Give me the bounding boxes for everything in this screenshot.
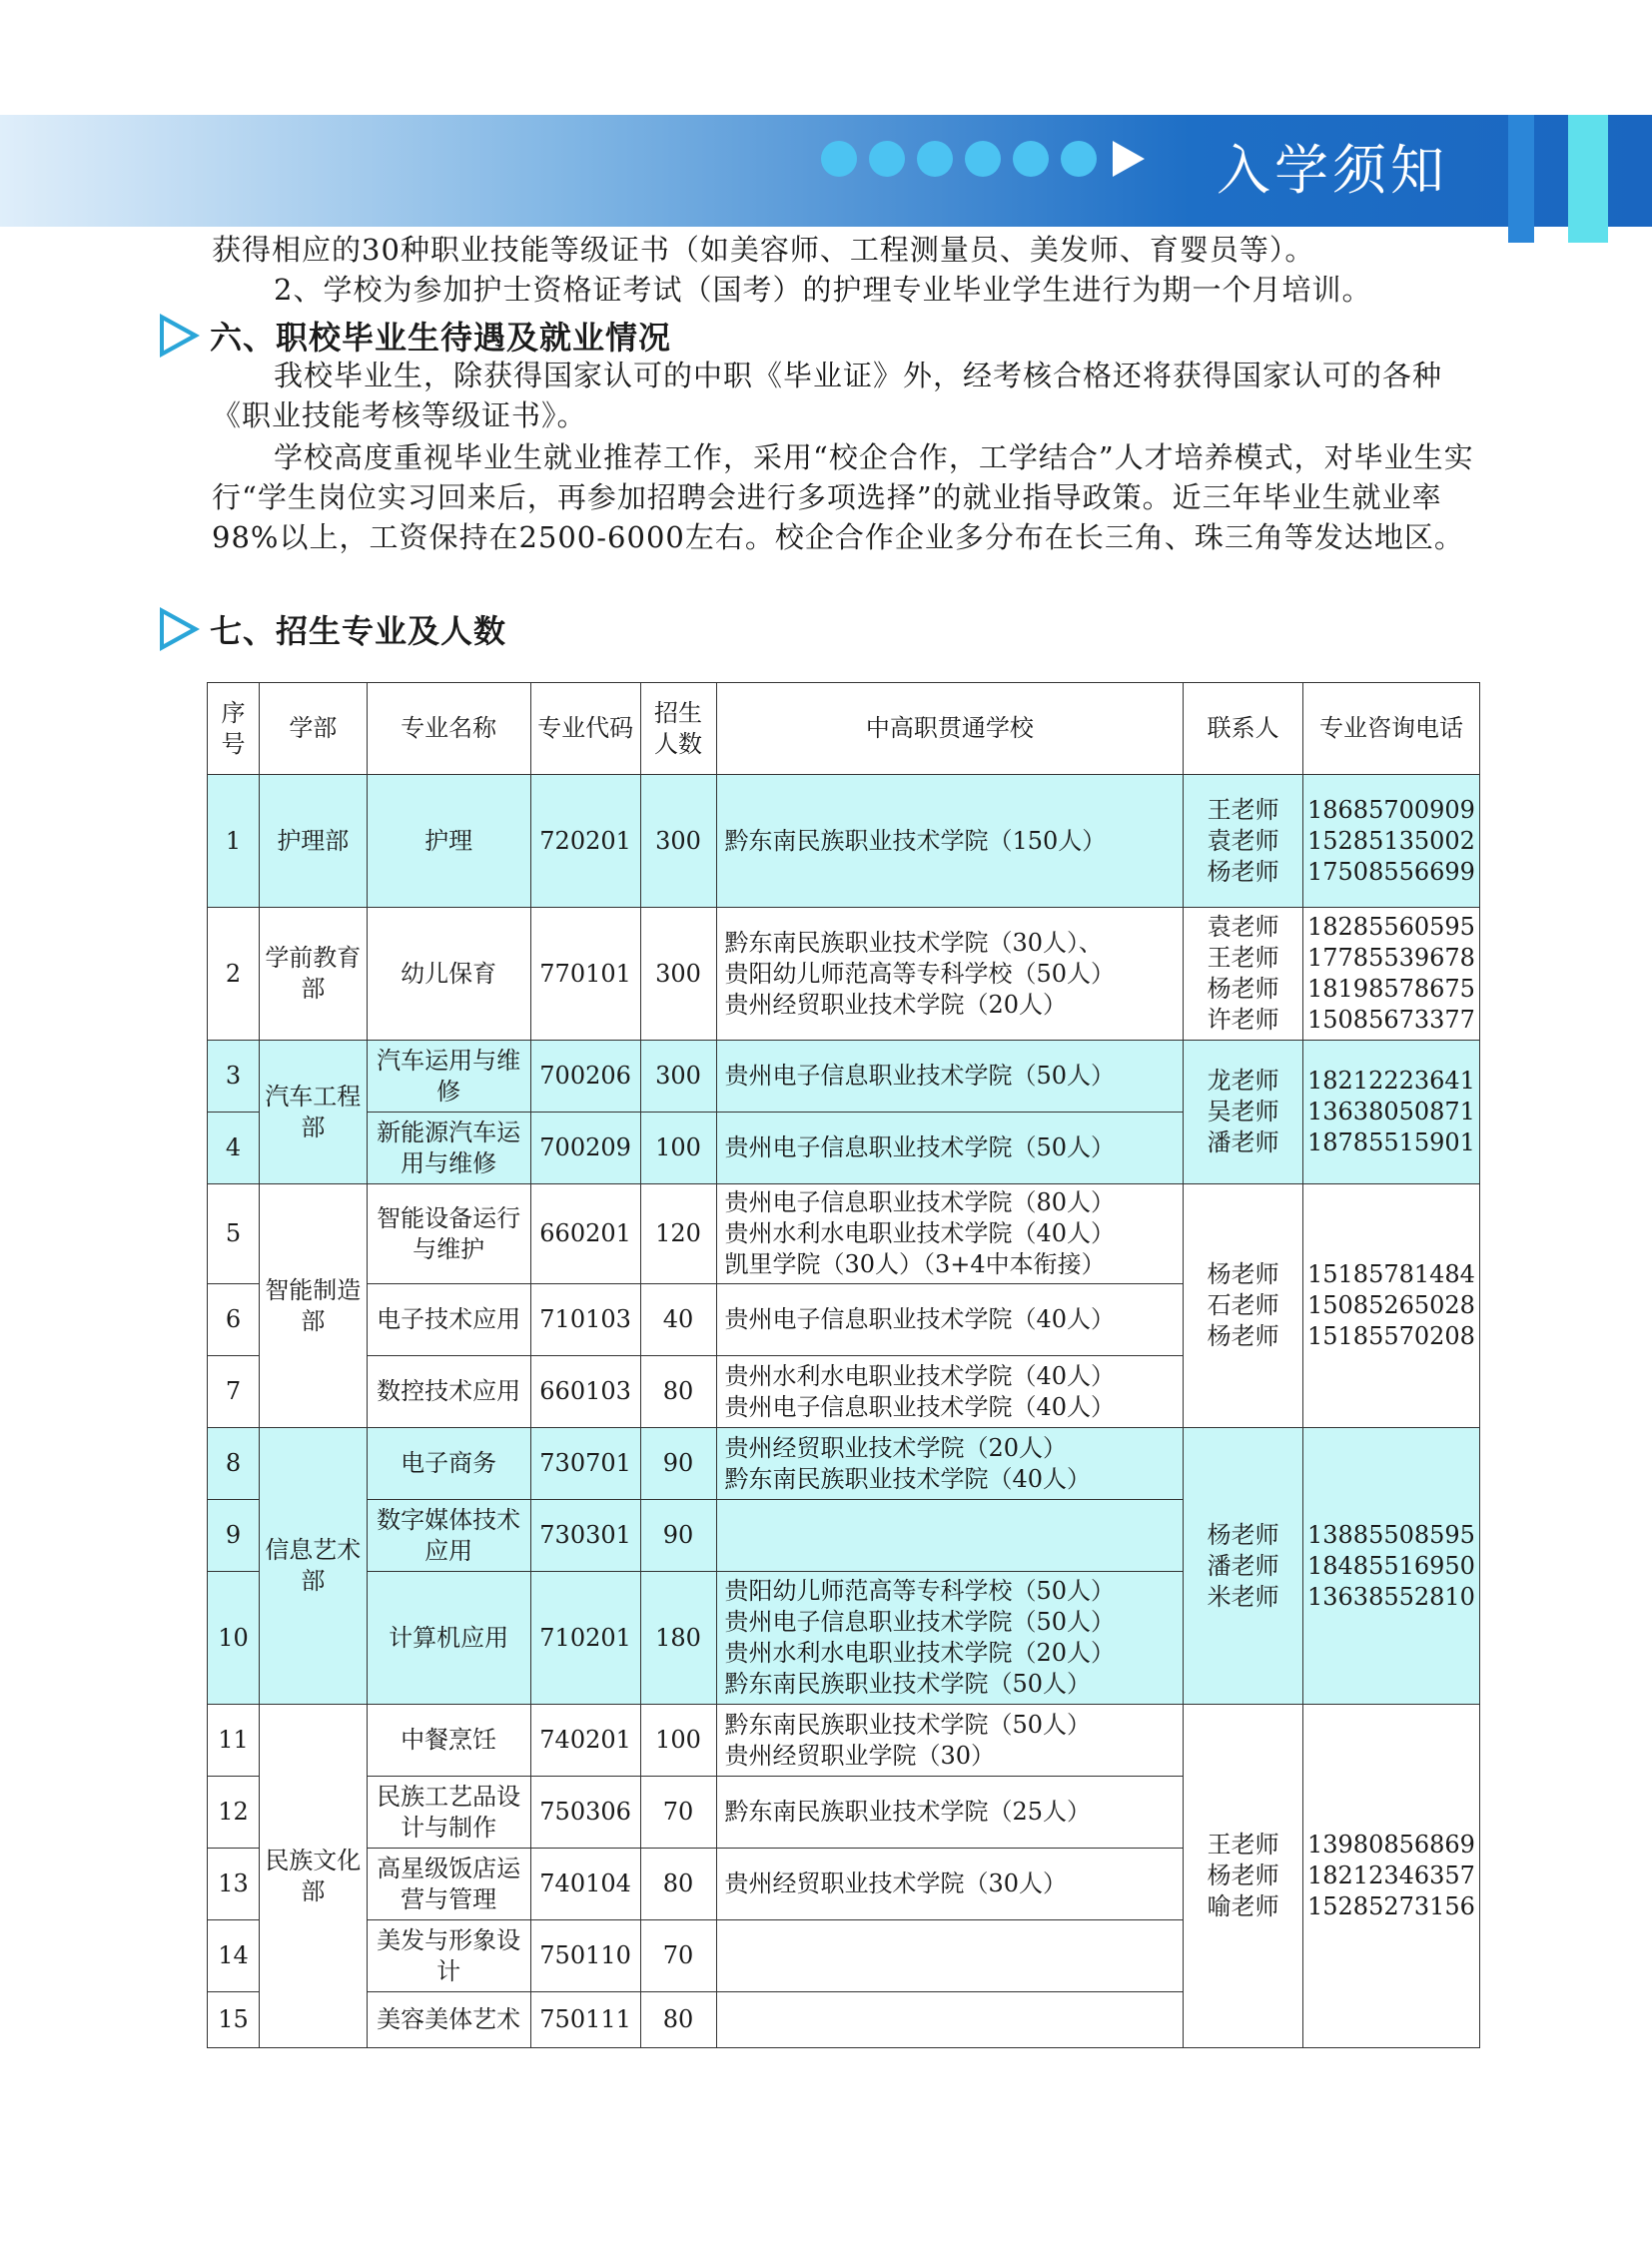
cell-major: 美容美体艺术	[367, 1992, 530, 2048]
enrollment-table	[207, 682, 1480, 2048]
phone-line: 18212223641	[1306, 1067, 1475, 1095]
dot-icon	[821, 141, 857, 177]
phone-line: 18685700909	[1306, 795, 1475, 824]
cell-dept: 信息艺术部	[259, 1428, 367, 1705]
cell-count: 100	[640, 1113, 716, 1184]
cell-count: 80	[640, 1356, 716, 1428]
school-line: 黔东南民族职业技术学院（40人）	[724, 1464, 1092, 1493]
phone-line: 17785539678	[1306, 944, 1475, 972]
cell-phones	[1302, 1428, 1479, 1705]
dot-icon	[869, 141, 905, 177]
school-line: 贵州电子信息职业技术学院（50人）	[724, 1062, 1116, 1090]
contact-line: 龙老师	[1207, 1067, 1279, 1095]
contact-line: 杨老师	[1207, 1322, 1279, 1350]
cell-code: 710201	[530, 1572, 640, 1705]
table-row	[208, 908, 1480, 1041]
school-line: 贵州水利水电职业技术学院（40人）	[724, 1361, 1116, 1390]
cell-major: 民族工艺品设计与制作	[367, 1777, 530, 1849]
header-count: 招生人数	[640, 683, 716, 775]
cell-schools	[716, 775, 1184, 908]
cell-no: 10	[208, 1572, 260, 1705]
cell-count: 70	[640, 1920, 716, 1992]
play-arrow-icon	[1113, 141, 1145, 177]
cell-contacts	[1184, 1428, 1303, 1705]
cell-schools	[716, 1920, 1184, 1992]
cell-no: 5	[208, 1184, 260, 1284]
cell-major: 美发与形象设计	[367, 1920, 530, 1992]
table-row	[208, 1041, 1480, 1113]
paragraph-certificates: 获得相应的30种职业技能等级证书（如美容师、工程测量员、美发师、育婴员等）。	[212, 233, 1315, 267]
dot-icon	[1061, 141, 1097, 177]
cell-dept: 汽车工程部	[259, 1041, 367, 1184]
cell-no: 7	[208, 1356, 260, 1428]
phone-line: 15185570208	[1306, 1322, 1475, 1350]
triangle-marker-icon	[160, 607, 206, 651]
school-line: 贵州经贸职业技术学院（20人）	[724, 990, 1068, 1019]
cell-no: 4	[208, 1113, 260, 1184]
section-heading-text: 七、招生专业及人数	[210, 612, 507, 650]
phone-line: 15285135002	[1306, 826, 1475, 855]
cell-schools	[716, 1284, 1184, 1356]
cell-phones	[1302, 908, 1479, 1041]
phone-line: 15085265028	[1306, 1291, 1475, 1319]
contact-line: 潘老师	[1207, 1128, 1279, 1156]
cell-major: 数控技术应用	[367, 1356, 530, 1428]
section-heading-text: 六、职校毕业生待遇及就业情况	[210, 319, 672, 357]
school-line: 黔东南民族职业技术学院（30人）、	[724, 928, 1104, 957]
school-line: 贵州电子信息职业技术学院（40人）	[724, 1392, 1116, 1421]
triangle-marker-icon	[160, 314, 206, 358]
table-row	[208, 775, 1480, 908]
table-row	[208, 1428, 1480, 1500]
phone-line: 18285560595	[1306, 913, 1475, 941]
phone-line: 15285273156	[1306, 1892, 1475, 1920]
contact-line: 米老师	[1207, 1582, 1279, 1611]
cell-major: 中餐烹饪	[367, 1705, 530, 1777]
cell-schools	[716, 1777, 1184, 1849]
table-row	[208, 1184, 1480, 1284]
header-contact: 联系人	[1184, 683, 1303, 775]
cell-code: 720201	[530, 775, 640, 908]
cell-code: 750110	[530, 1920, 640, 1992]
contact-line: 石老师	[1207, 1291, 1279, 1319]
cell-schools	[716, 908, 1184, 1041]
contact-line: 杨老师	[1207, 1260, 1279, 1288]
cell-count: 70	[640, 1777, 716, 1849]
cell-code: 740201	[530, 1705, 640, 1777]
school-line: 凯里学院（30人）（3+4中本衔接）	[724, 1250, 1106, 1278]
school-line: 贵州水利水电职业技术学院（20人）	[724, 1639, 1116, 1667]
cell-phones	[1302, 1705, 1479, 2048]
dot-icon	[1013, 141, 1049, 177]
phone-line: 18198578675	[1306, 975, 1475, 1003]
header-major: 专业名称	[367, 683, 530, 775]
cell-no: 11	[208, 1705, 260, 1777]
accent-bar-light	[1568, 115, 1608, 243]
school-line: 贵州经贸职业技术学院（30人）	[724, 1869, 1068, 1897]
cell-phones	[1302, 1184, 1479, 1428]
cell-code: 750306	[530, 1777, 640, 1849]
cell-code: 660201	[530, 1184, 640, 1284]
school-line: 黔东南民族职业技术学院（25人）	[724, 1798, 1092, 1826]
contact-line: 杨老师	[1207, 1862, 1279, 1889]
contact-line: 许老师	[1207, 1006, 1279, 1034]
cell-major: 电子商务	[367, 1428, 530, 1500]
cell-count: 40	[640, 1284, 716, 1356]
cell-contacts	[1184, 1041, 1303, 1184]
cell-schools	[716, 1705, 1184, 1777]
cell-dept: 护理部	[259, 775, 367, 908]
school-line: 贵州电子信息职业技术学院（50人）	[724, 1608, 1116, 1636]
contact-line: 王老师	[1207, 944, 1279, 972]
phone-line: 13638050871	[1306, 1098, 1475, 1125]
school-line: 黔东南民族职业技术学院（150人）	[724, 826, 1107, 855]
cell-schools	[716, 1428, 1184, 1500]
table-header-row	[208, 683, 1480, 775]
school-line: 贵州电子信息职业技术学院（50人）	[724, 1133, 1116, 1161]
phone-line: 13638552810	[1306, 1582, 1475, 1611]
cell-code: 750111	[530, 1992, 640, 2048]
school-line: 贵州经贸职业学院（30）	[724, 1741, 996, 1770]
cell-major: 电子技术应用	[367, 1284, 530, 1356]
phone-line: 13885508595	[1306, 1520, 1475, 1549]
phone-line: 18212346357	[1306, 1862, 1475, 1889]
phone-line: 15085673377	[1306, 1006, 1475, 1034]
contact-line: 杨老师	[1207, 975, 1279, 1003]
cell-phones	[1302, 775, 1479, 908]
cell-no: 8	[208, 1428, 260, 1500]
paragraph-graduates: 我校毕业生，除获得国家认可的中职《毕业证》外，经考核合格还将获得国家认可的各种《职业技能考核等级证书》。	[212, 359, 1443, 432]
cell-code: 710103	[530, 1284, 640, 1356]
cell-dept: 民族文化部	[259, 1705, 367, 2048]
cell-schools	[716, 1184, 1184, 1284]
school-line: 贵州电子信息职业技术学院（40人）	[724, 1305, 1116, 1333]
cell-contacts	[1184, 1705, 1303, 2048]
cell-schools	[716, 1849, 1184, 1920]
cell-no: 14	[208, 1920, 260, 1992]
phone-line: 13980856869	[1306, 1831, 1475, 1859]
cell-code: 660103	[530, 1356, 640, 1428]
cell-major: 幼儿保育	[367, 908, 530, 1041]
page-title: 入学须知	[1217, 139, 1448, 202]
school-line: 贵阳幼儿师范高等专科学校（50人）	[724, 959, 1116, 988]
cell-count: 80	[640, 1849, 716, 1920]
cell-schools	[716, 1041, 1184, 1113]
cell-major: 护理	[367, 775, 530, 908]
cell-major: 数字媒体技术应用	[367, 1500, 530, 1572]
cell-dept: 学前教育部	[259, 908, 367, 1041]
cell-code: 730301	[530, 1500, 640, 1572]
cell-count: 300	[640, 775, 716, 908]
contact-line: 袁老师	[1207, 913, 1279, 941]
school-line: 黔东南民族职业技术学院（50人）	[724, 1710, 1092, 1739]
cell-count: 80	[640, 1992, 716, 2048]
cell-count: 90	[640, 1500, 716, 1572]
cell-schools	[716, 1572, 1184, 1705]
school-line: 贵州水利水电职业技术学院（40人）	[724, 1219, 1116, 1247]
contact-line: 袁老师	[1207, 826, 1279, 855]
cell-no: 15	[208, 1992, 260, 2048]
cell-count: 300	[640, 908, 716, 1041]
school-line: 贵阳幼儿师范高等专科学校（50人）	[724, 1577, 1116, 1605]
cell-no: 9	[208, 1500, 260, 1572]
cell-no: 6	[208, 1284, 260, 1356]
cell-schools	[716, 1113, 1184, 1184]
cell-no: 12	[208, 1777, 260, 1849]
cell-dept: 智能制造部	[259, 1184, 367, 1428]
cell-count: 300	[640, 1041, 716, 1113]
cell-code: 730701	[530, 1428, 640, 1500]
header-dots	[821, 139, 1145, 179]
contact-line: 潘老师	[1207, 1551, 1279, 1580]
contact-line: 喻老师	[1207, 1892, 1279, 1920]
school-line: 黔东南民族职业技术学院（50人）	[724, 1670, 1092, 1698]
cell-schools	[716, 1500, 1184, 1572]
school-line: 贵州经贸职业技术学院（20人）	[724, 1433, 1068, 1462]
cell-count: 120	[640, 1184, 716, 1284]
cell-major: 汽车运用与维修	[367, 1041, 530, 1113]
cell-code: 700206	[530, 1041, 640, 1113]
school-line: 贵州电子信息职业技术学院（80人）	[724, 1188, 1116, 1216]
dot-icon	[965, 141, 1001, 177]
paragraph-employment: 学校高度重视毕业生就业推荐工作，采用“校企合作，工学结合”人才培养模式，对毕业生实行“学生岗位实习回来后，再参加招聘会进行多项选择”的就业指导政策。近三年毕业生就业率98%以上，工资保持在2500-6000左右。校企合作企业多分布在长三角、珠三角等发达地区。	[212, 440, 1474, 554]
phone-line: 15185781484	[1306, 1260, 1475, 1288]
phone-line: 17508556699	[1306, 857, 1475, 886]
dot-icon	[917, 141, 953, 177]
paragraph-training: 2、学校为参加护士资格证考试（国考）的护理专业毕业学生进行为期一个月培训。	[274, 273, 1372, 307]
phone-line: 18785515901	[1306, 1128, 1475, 1156]
section-heading-6	[160, 314, 671, 358]
contact-line: 王老师	[1207, 795, 1279, 824]
header-schools: 中高职贯通学校	[716, 683, 1184, 775]
cell-schools	[716, 1992, 1184, 2048]
cell-schools	[716, 1356, 1184, 1428]
contact-line: 王老师	[1207, 1831, 1279, 1859]
cell-code: 770101	[530, 908, 640, 1041]
contact-line: 杨老师	[1207, 857, 1279, 886]
cell-no: 13	[208, 1849, 260, 1920]
accent-bar-dark	[1508, 115, 1534, 243]
cell-code: 700209	[530, 1113, 640, 1184]
cell-contacts	[1184, 1184, 1303, 1428]
cell-phones	[1302, 1041, 1479, 1184]
header-dept: 学部	[259, 683, 367, 775]
cell-code: 740104	[530, 1849, 640, 1920]
cell-contacts	[1184, 908, 1303, 1041]
cell-major: 高星级饭店运营与管理	[367, 1849, 530, 1920]
contact-line: 杨老师	[1207, 1520, 1279, 1549]
cell-no: 3	[208, 1041, 260, 1113]
table-row	[208, 1705, 1480, 1777]
phone-line: 18485516950	[1306, 1551, 1475, 1580]
header-code: 专业代码	[530, 683, 640, 775]
cell-count: 90	[640, 1428, 716, 1500]
cell-major: 智能设备运行与维护	[367, 1184, 530, 1284]
cell-count: 180	[640, 1572, 716, 1705]
header-no: 序号	[208, 683, 260, 775]
cell-no: 2	[208, 908, 260, 1041]
cell-count: 100	[640, 1705, 716, 1777]
cell-no: 1	[208, 775, 260, 908]
cell-major: 计算机应用	[367, 1572, 530, 1705]
cell-contacts	[1184, 775, 1303, 908]
section-heading-7	[160, 607, 506, 651]
contact-line: 吴老师	[1207, 1098, 1279, 1125]
cell-major: 新能源汽车运用与维修	[367, 1113, 530, 1184]
header-phone: 专业咨询电话	[1302, 683, 1479, 775]
